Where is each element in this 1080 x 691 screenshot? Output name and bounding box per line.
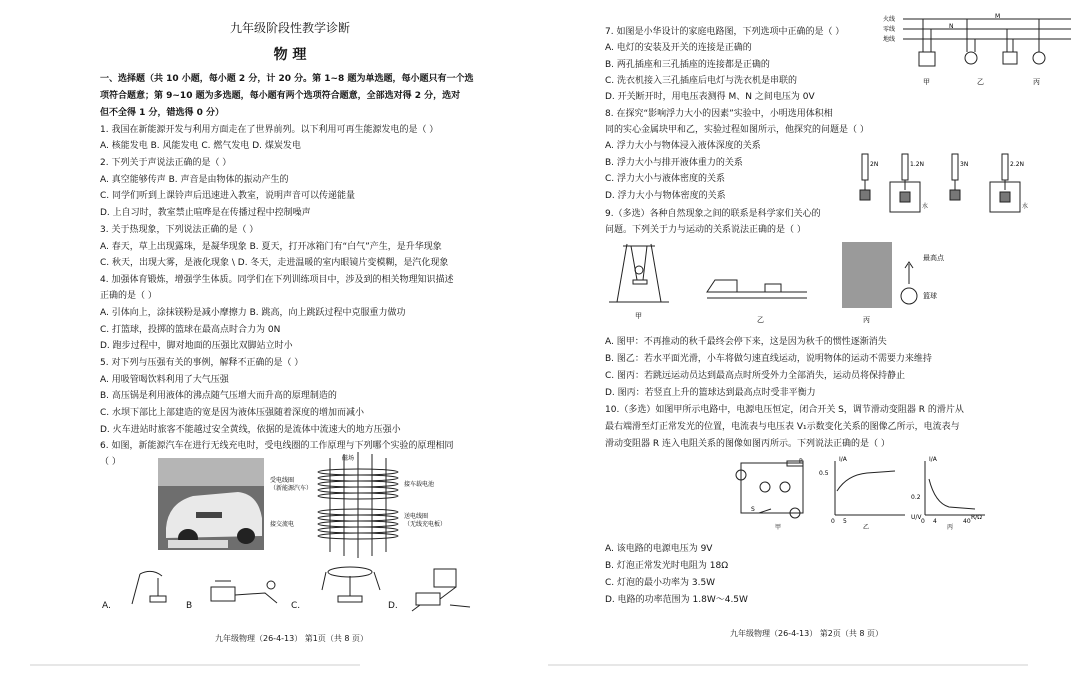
question-5-option-d: D. 火车进站时旅客不能越过安全黄线，依据的是流体中流速大的地方压强小 [100,425,401,435]
question-9-option-b: B. 图乙：若水平面光滑，小车将做匀速直线运动，说明物体的运动不需要力来维持 [605,354,932,364]
question-3: 3. 关于热现象，下列说法正确的是（ ） [100,225,259,235]
live-wire-label: 火线 [883,16,896,23]
experiment-d-sketch [410,565,478,613]
question-9-option-a: A. 图甲：不再推动的秋千最终会停下来，这是因为秋千的惯性逐渐消失 [605,337,887,347]
option-d-label: D. [388,601,398,611]
question-3-option-ab: A. 春天，草上出现露珠，是凝华现象 B. 夏天，打开冰箱门有“白气”产生，是升华现象 [100,242,442,252]
experiment-a-sketch [122,568,177,608]
q10-jia-label: 甲 [775,524,782,531]
option-b-label: B [186,601,193,611]
page-footer: 九年级物理（26-4-13） 第1页（共 8 页） [215,634,369,643]
question-10-cont-2: 滑动变阻器 R 连入电阻关系的图像如图丙所示。下列说法正确的是（ ） [605,439,890,449]
question-9-option-c: C. 图丙：若跳远运动员达到最高点时所受外力全部消失，运动员将保持静止 [605,371,906,381]
question-4-option-ab: A. 引体向上，涂抹镁粉是减小摩擦力 B. 跳高，向上跳跃过程中克服重力做功 [100,308,406,318]
question-10: 10.（多选）如图甲所示电路中，电源电压恒定，闭合开关 S，调节滑动变阻器 R 的滑片从 [605,405,964,415]
question-1-options: A. 核能发电 B. 风能发电 C. 燃气发电 D. 煤炭发电 [100,141,301,151]
reading-4: 2.2N [1010,161,1025,168]
water-label-2: 水 [1022,203,1029,210]
question-3-option-cd: C. 秋天，出现大雾，是液化现象 \ D. 冬天，走进温暖的室内眼镜片变模糊，是汽化现象 [100,258,449,268]
exam-page-2 [545,0,1080,672]
question-5: 5. 对下列与压强有关的事例，解释不正确的是（ ） [100,358,304,368]
question-10-option-d: D. 电路的功率范围为 1.8W～4.5W [605,595,748,605]
question-8-option-a: A. 浮力大小与物体浸入液体深度的关系 [605,141,761,151]
q10-yi-label: 乙 [863,524,870,531]
wireless-charging-coil-diagram [270,450,470,560]
axis-uv-label: U/V [911,514,922,521]
question-7-option-b: B. 两孔插座和三孔插座的连接都是正确的 [605,60,770,70]
question-7-option-d: D. 开关断开时，用电压表测得 M、N 之间电压为 0V [605,92,815,102]
question-10-cont-1: 最右端滑至灯正常发光的位置，电流表与电压表 V₁示数变化关系的图像乙所示，电流表与 [605,422,960,432]
question-6-paren: （ ） [100,457,121,467]
reading-1: 2N [870,161,879,168]
slider-p-label: P [799,458,803,465]
question-9-cont: 问题。下列关于力与运动的关系说法正确的是（ ） [605,225,806,235]
question-2-option-c: C. 同学们听到上课铃声后迅速进入教室，说明声音可以传递能量 [100,191,356,201]
receive-coil-sub: （新能源汽车） [270,485,313,492]
circuit-bing-label: 丙 [1033,78,1040,86]
page-edge-shadow [30,664,360,666]
receive-coil-label: 受电线圈 [270,477,295,484]
question-4-option-d: D. 跑步过程中，脚对地面的压强比双脚站立时小 [100,341,293,351]
page-edge-shadow [548,664,1028,666]
question-10-option-a: A. 该电路的电源电压为 9V [605,544,713,554]
option-a-label: A. [102,601,111,611]
question-2: 2. 下列关于声说法正确的是（ ） [100,158,232,168]
question-7-option-c: C. 洗衣机接入三孔插座后电灯与洗衣机是串联的 [605,76,798,86]
question-2-option-ab: A. 真空能够传声 B. 声音是由物体的振动产生的 [100,175,289,185]
send-coil-sub: （无线充电板） [404,521,447,528]
force-motion-figures [607,240,967,328]
question-10-option-c: C. 灯泡的最小功率为 3.5W [605,578,716,588]
axis-ia-label-2: I/A [929,456,937,463]
question-9: 9.（多选）各种自然现象之间的联系是科学家们关心的 [605,209,821,219]
household-circuit-diagram [883,14,1073,90]
question-1: 1. 我国在新能源开发与利用方面走在了世界前列。以下利用可再生能源发电的是（ ） [100,125,439,135]
question-5-option-c: C. 水坝下部比上部建造的宽是因为液体压强随着深度的增加而减小 [100,408,365,418]
tick-origin-2: 0 [921,518,925,525]
question-8-cont: 同的实心金属块甲和乙，实验过程如图所示，他探究的问题是（ ） [605,125,869,135]
q10-bing-label: 丙 [947,524,954,531]
field-label: 磁场 [342,455,355,462]
question-7: 7. 如图是小华设计的家庭电路图，下列选项中正确的是（ ） [605,27,845,37]
reading-2: 1.2N [910,161,925,168]
q10-circuit-and-graphs [735,455,990,531]
question-10-option-b: B. 灯泡正常发光时电阻为 18Ω [605,561,729,571]
tick-02: 0.2 [911,494,921,501]
question-4-option-c: C. 打篮球，投掷的篮球在最高点时合力为 0N [100,325,281,335]
point-n-label: N [949,23,954,30]
circuit-jia-label: 甲 [923,78,930,86]
exam-page-1 [0,0,540,672]
text-line: 项符合题意；第 9~10 题为多选题，每小题有两个选项符合题意，全部选对得 2 分，选对 [100,91,461,101]
tick-05: 0.5 [819,470,829,477]
axis-ia-label-1: I/A [839,456,847,463]
car-charging-photo [158,458,264,550]
question-6: 6. 如图，新能源汽车在进行无线充电时，受电线圈的工作原理与下列哪个实验的原理相同 [100,441,454,451]
reading-3: 3N [960,161,969,168]
question-5-option-a: A. 用吸管喝饮料利用了大气压强 [100,375,229,385]
question-2-option-d: D. 上自习时，教室禁止喧哗是在传播过程中控制噪声 [100,208,311,218]
tick-5: 5 [843,518,847,525]
basketball-label: 篮球 [923,292,937,300]
water-label-1: 水 [922,203,929,210]
question-5-option-b: B. 高压锅是利用液体的沸点随气压增大而升高的原理制造的 [100,391,337,401]
question-8-option-d: D. 浮力大小与物体密度的关系 [605,191,726,201]
circuit-yi-label: 乙 [977,78,984,86]
ac-label: 接交流电 [270,521,295,528]
question-7-option-a: A. 电灯的安装及开关的连接是正确的 [605,43,752,53]
question-4: 4. 加强体育锻炼，增强学生体质。同学们在下列训练项目中，涉及到的相关物理知识描述 [100,275,454,285]
experiment-b-sketch [205,575,285,609]
text-line: 一、选择题（共 10 小题，每小题 2 分，计 20 分。第 1~8 题为单选题，每小题只有一个选 [100,74,474,84]
ground-wire-label: 地线 [883,36,896,43]
top-point-label: 最高点 [923,254,944,262]
page-footer: 九年级物理（26-4-13） 第2页（共 8 页） [730,629,884,638]
long-jump-photo [842,242,892,308]
neutral-wire-label: 零线 [883,26,896,33]
option-c-label: C. [291,601,301,611]
buoyancy-experiment-diagram [860,152,1060,218]
axis-ro-label: R/Ω [971,514,982,521]
question-9-option-d: D. 图丙：若竖直上升的篮球达到最高点时受非平衡力 [605,388,816,398]
exam-header-title: 九年级阶段性教学诊断 [229,21,350,35]
experiment-c-sketch [322,560,382,608]
figure-yi-label: 乙 [757,316,764,324]
tick-4: 4 [933,518,937,525]
figure-jia-label: 甲 [635,312,642,320]
tick-40: 40 [963,518,971,525]
battery-label: 接车载电池 [404,481,435,488]
text-line: 但不全得 1 分，错选得 0 分） [100,108,225,118]
figure-bing-label: 丙 [863,316,870,324]
question-8-option-c: C. 浮力大小与液体密度的关系 [605,174,726,184]
send-coil-label: 送电线圈 [404,513,429,520]
question-4-cont: 正确的是（ ） [100,291,157,301]
question-8-option-b: B. 浮力大小与排开液体重力的关系 [605,158,743,168]
switch-s-label: S [751,506,755,513]
question-8: 8. 在探究“影响浮力大小的因素”实验中，小明选用体积相 [605,109,833,119]
tick-origin-1: 0 [831,518,835,525]
subject-title: 物 理 [273,47,307,63]
point-m-label: M [995,13,1001,20]
